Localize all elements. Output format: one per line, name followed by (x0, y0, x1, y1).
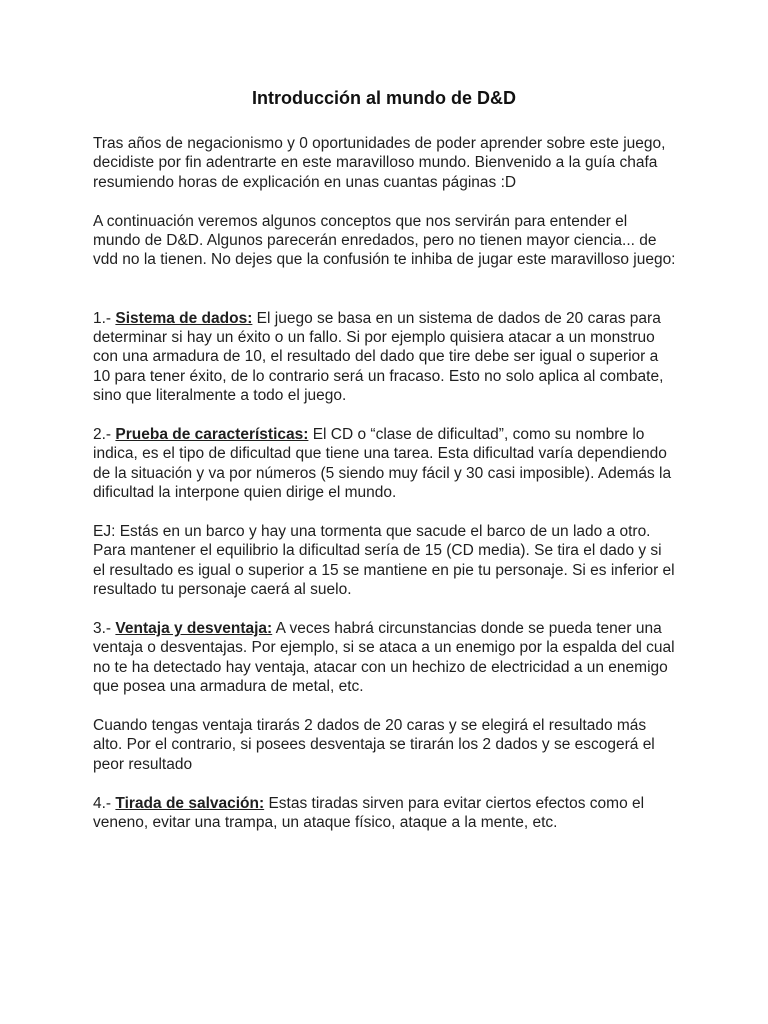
section-advantage (93, 619, 683, 697)
text-line: EJ: Estás en un barco y hay una tormenta que sacude el barco de un lado a otro. (93, 523, 651, 541)
text-line: veneno, evitar una trampa, un ataque físico, ataque a la mente, etc. (93, 814, 558, 832)
section-dice-system (93, 309, 683, 406)
text-line: con una armadura de 10, el resultado del dado que tire debe ser igual o superior a (93, 348, 659, 366)
text-line: que posea una armadura de metal, etc. (93, 678, 364, 696)
text-line: no te ha detectado hay ventaja, atacar con un hechizo de electricidad a un enemigo (93, 658, 668, 676)
text-line: mundo de D&D. Algunos parecerán enredados, pero no tienen mayor ciencia... de (93, 232, 657, 250)
section-term: Prueba de características: (115, 426, 309, 444)
section-number: 2.- (93, 426, 116, 444)
text-line: alto. Por el contrario, si posees desventaja se tirarán los 2 dados y se escogerá el (93, 736, 655, 754)
text-line: resumiendo horas de explicación en unas cuantas páginas :D (93, 173, 517, 191)
text-line: de la situación y va por números (5 siendo muy fácil y 30 casi imposible). Además la (93, 464, 672, 482)
document-body (93, 134, 683, 852)
section-heading-line (93, 619, 683, 638)
section-ability-check (93, 425, 683, 503)
section-text: Estas tiradas sirven para evitar ciertos efectos como el (264, 794, 645, 812)
text-line: sino que literalmente a todo el juego. (93, 387, 347, 405)
text-line: el resultado es igual o superior a 15 se mantiene en pie tu personaje. Si es inferior el (93, 561, 675, 579)
example-paragraph (93, 522, 683, 600)
section-number: 3.- (93, 620, 116, 638)
section-term: Sistema de dados: (115, 309, 253, 327)
text-line: resultado tu personaje caerá al suelo. (93, 581, 352, 599)
section-heading-line (93, 794, 683, 813)
section-number: 1.- (93, 309, 116, 327)
text-line: dificultad la interpone quien dirige el mundo. (93, 484, 397, 502)
text-line: determinar si hay un éxito o un fallo. Si por ejemplo quisiera atacar a un monstruo (93, 329, 655, 347)
section-text: El juego se basa en un sistema de dados de 20 caras para (252, 309, 661, 327)
text-line: Tras años de negacionismo y 0 oportunidades de poder aprender sobre este juego, (93, 135, 666, 152)
document-title: Introducción al mundo de D&D (252, 88, 516, 108)
text-line: Para mantener el equilibrio la dificultad sería de 15 (CD media). Se tira el dado y si (93, 542, 662, 560)
intro-paragraph (93, 134, 683, 192)
text-line: 10 para tener éxito, de lo contrario será un fracaso. Esto no solo aplica al combate, (93, 367, 664, 385)
section-term: Tirada de salvación: (115, 794, 265, 812)
section-text: A veces habrá circunstancias donde se pueda tener una (272, 620, 662, 638)
section-saving-throw (93, 794, 683, 833)
text-line: ventaja o desventajas. Por ejemplo, si se ataca a un enemigo por la espalda del cual (93, 639, 675, 657)
text-line: vdd no la tienen. No dejes que la confusión te inhiba de jugar este maravilloso juego: (93, 251, 676, 269)
text-line: peor resultado (93, 755, 193, 773)
text-line: indica, es el tipo de dificultad que tiene una tarea. Esta dificultad varía dependiendo (93, 445, 667, 463)
section-number: 4.- (93, 794, 116, 812)
section-term: Ventaja y desventaja: (115, 620, 273, 638)
spacer (93, 289, 683, 308)
text-line: decidiste por fin adentrarte en este maravilloso mundo. Bienvenido a la guía chafa (93, 154, 658, 172)
advantage-paragraph (93, 716, 683, 774)
section-heading-line (93, 309, 683, 328)
preface-paragraph (93, 212, 683, 270)
text-line: A continuación veremos algunos conceptos que nos servirán para entender el (93, 212, 628, 230)
section-text: El CD o “clase de dificultad”, como su nombre lo (308, 426, 645, 444)
text-line: Cuando tengas ventaja tirarás 2 dados de 20 caras y se elegirá el resultado más (93, 717, 647, 735)
section-heading-line (93, 425, 683, 444)
